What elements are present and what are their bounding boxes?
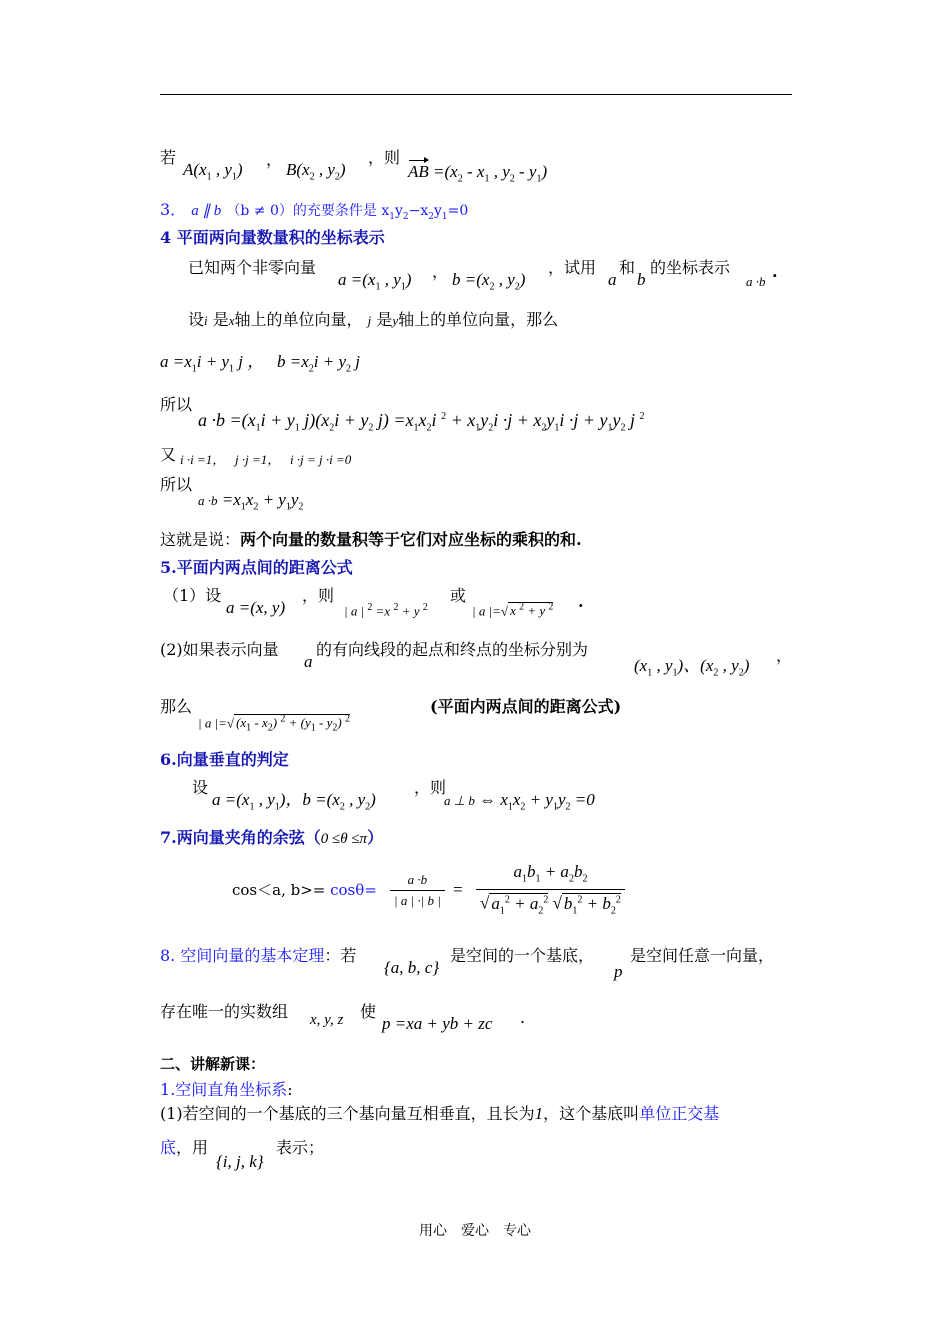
formula-ijk: {i, j, k}	[216, 1152, 264, 1171]
var-b: b	[637, 270, 646, 289]
comma: ，	[432, 262, 449, 281]
text: 是	[376, 310, 393, 329]
text: .空间直角坐标系	[170, 1080, 288, 1099]
item-3: 3． a ∥ b （b ≠ 0）的充要条件是 $x_1y_2-x_2y_1=0$	[160, 200, 469, 222]
formula-ij: i ·i =1， j ·j =1， i ·j = j ·i =0	[180, 452, 352, 467]
s4-conclusion	[160, 530, 582, 550]
text: 是	[212, 310, 229, 329]
s6-then: ，则	[414, 778, 447, 797]
formula-basis: {a, b, c}	[384, 958, 440, 977]
var-p: p	[614, 962, 623, 981]
text: ）	[367, 828, 384, 847]
formula-a-vec: $a =(x_1$ , $y_1$)	[338, 270, 412, 293]
s4-line1b: ，试用	[548, 258, 597, 277]
text: cos＜a, b>=	[232, 881, 331, 899]
text: ，这个基底叫	[543, 1104, 640, 1123]
text: ，用	[176, 1138, 209, 1157]
text-so2: 所以	[160, 475, 193, 494]
text: cosθ=	[330, 881, 377, 899]
section-4-title: 4 平面两向量数量积的坐标表示	[160, 228, 385, 247]
period: .	[520, 1008, 526, 1027]
page-footer: 用心 爱心 专心	[419, 1223, 531, 1239]
s4-line1	[188, 258, 316, 278]
fraction-1: $\frac{a \cdot b}{| a | \cdot| b |}$	[390, 870, 445, 911]
text: 轴上的单位向量，	[234, 310, 363, 329]
sec2-item1	[160, 1080, 293, 1100]
conclusion-bold: 两个向量的数量积等于它们对应坐标的乘积的和.	[240, 530, 582, 549]
sec2-para2	[160, 1138, 208, 1158]
s5-line3b: (平面内两点间的距离公式)	[430, 697, 622, 716]
sec2-para2c: 表示；	[276, 1138, 325, 1157]
s8-line1c: 是空间任意一向量，	[630, 946, 775, 965]
s8-title: 8. 空间向量的基本定理	[160, 946, 325, 965]
comma: ，	[266, 150, 283, 169]
text: 底	[160, 1138, 177, 1157]
text: ：若	[324, 946, 357, 965]
var-xyz: x, y, z	[310, 1012, 344, 1028]
item-3-number: 3．	[160, 200, 187, 219]
period: .	[578, 592, 584, 611]
formula-perp: a ⊥ b ⇔ $x_1x_2 + y_1y_2 =0$	[444, 790, 595, 813]
formula-B: $B(x_2$ , $y_2$)	[286, 160, 346, 183]
formula-norm-sq: | a | $^2$ =x $^2$ + y $^2$	[344, 602, 428, 619]
section-6-title: 6.向量垂直的判定	[160, 750, 289, 769]
s8-line2a: 存在唯一的实数组	[160, 1002, 289, 1021]
text-ruo: 若	[160, 148, 177, 167]
text-then: ，则	[368, 148, 401, 167]
formula-dot-expand: $a \cdot b =(x_1i + y_1$ $j)(x_2i + y_2$ $j) =x_1x_2i$ $^2 + x_1y_2i \cdot j + x_2y_1i \cdot j + y_1y_2$ j $^2$	[198, 410, 645, 434]
formula-A: $A(x_1$ , $y_1$)	[183, 160, 243, 183]
section-5-title: 5.平面内两点间的距离公式	[160, 558, 353, 577]
s5-line3a: 那么	[160, 697, 193, 716]
var-a: a	[304, 652, 313, 671]
section-7-title: 7.两向量夹角的余弦（0 ≤θ ≤π）	[160, 828, 384, 847]
text: :	[287, 1080, 293, 1099]
text: 7.两向量夹角的余弦（	[160, 828, 321, 847]
text-also: 又	[160, 445, 177, 464]
s8-line1	[160, 946, 356, 966]
formula-dot-result: $a \cdot b =x_1x_2 + y_1y_2$	[198, 490, 304, 513]
formula-cos	[232, 880, 377, 900]
text-so: 所以	[160, 395, 193, 414]
formula-ab-decomp: $a =x_1i + y_1$ j ， $b =x_2i + y_2$ j	[160, 352, 361, 375]
s5-line2b: 的有向线段的起点和终点的坐标分别为	[316, 640, 589, 659]
sec2-para1: (1)若空间的一个基底的三个基向量互相垂直，且长为1，这个基底叫单位正交基	[160, 1104, 720, 1123]
period: .	[772, 262, 778, 281]
text: 轴上的单位向量，那么	[398, 310, 559, 329]
line-ab-coords	[160, 148, 176, 168]
formula-b-vec: $b =(x_2$ , $y_2$)	[452, 270, 526, 293]
s5-line2a: (2)如果表示向量	[160, 640, 279, 659]
text: 已知两个非零向量	[188, 258, 317, 277]
formula-s6: $a =(x_1$ , $y_1$)，$b =(x_2$ , $y_2$)	[212, 790, 376, 813]
eq: =	[452, 880, 464, 899]
formula-p: p =xa + yb + zc	[382, 1014, 493, 1033]
var-ab: a ·b	[746, 274, 766, 289]
header-rule	[160, 94, 792, 95]
text: 单位正交基	[639, 1104, 720, 1123]
formula-a-xy: a =(x, y)	[226, 598, 286, 617]
s4-line2: 设i 是x轴上的单位向量， j 是y轴上的单位向量，那么	[188, 310, 559, 329]
var-a: a	[608, 270, 617, 289]
text-or: 或	[450, 586, 467, 605]
text: 设	[188, 310, 205, 329]
text-coord-repr: 的坐标表示	[650, 258, 731, 277]
text: 这就是说：	[160, 530, 241, 549]
text-he: 和	[619, 258, 636, 277]
section-2-title: 二、讲解新课：	[160, 1055, 266, 1073]
comma: ，	[776, 646, 793, 665]
formula-points: ($x_1$ , $y_1$)、($x_2$ , $y_2$)	[634, 656, 750, 679]
s6-line1a: 设	[192, 778, 209, 797]
fraction-2: $\frac{a_1b_1 + a_2b_2}{√ a_1^2 + a_2^2 √ b_1^2 + b_2^2}$	[476, 862, 625, 921]
s8-line2b: 使	[360, 1002, 377, 1021]
s5-then: ，则	[302, 586, 335, 605]
text: (1)若空间的一个基底的三个基向量互相垂直，且长为	[160, 1104, 535, 1123]
formula-AB: AB $=(x_2 - x_1$ , $y_2 - y_1$)	[408, 162, 548, 185]
s8-line1b: 是空间的一个基底，	[450, 946, 595, 965]
text: 1	[160, 1080, 171, 1099]
formula-norm: | a |=√ x $^2$ + y $^2$	[472, 602, 554, 619]
s5-line1a: （1）设	[163, 586, 222, 605]
formula-distance: | a |=√ $(x_1 - x_2) ^2 + (y_1 - y_2)$ $^2$	[198, 714, 350, 734]
